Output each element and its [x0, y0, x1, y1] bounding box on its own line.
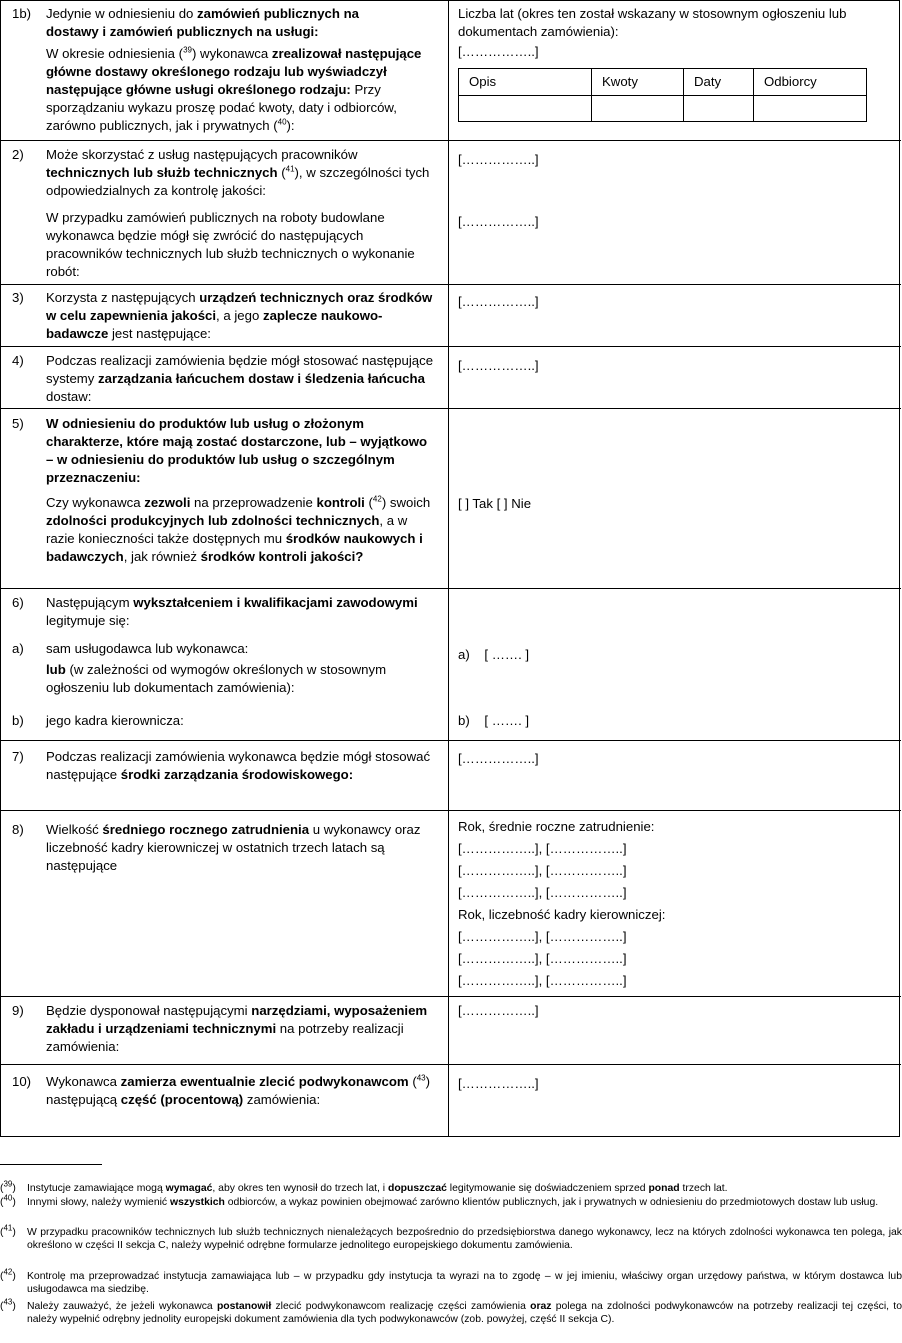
row-1b-table [458, 68, 867, 122]
row-number: 6) [12, 595, 24, 610]
row-divider [1, 996, 901, 997]
row-5-value[interactable]: [ ] Tak [ ] Nie [458, 496, 532, 511]
row-6-sub-a: sam usługodawca lub wykonawca: lub (w zależności od wymogów określonych w stosownym ogłoszeniu lub dokumentach zamówienia): [46, 641, 387, 695]
col-header-kwoty: Kwoty [591, 69, 683, 95]
row-2-value-b[interactable]: [……………..] [458, 214, 539, 229]
row-divider [1, 1064, 901, 1065]
row-2-question: Może skorzystać z usług następujących pracowników technicznych lub służb technicznych ($^{41}$), w szczególności tych odpowiedzialnych za kontrolę jakości: [46, 147, 430, 198]
row-7-value[interactable]: [……………..] [458, 751, 539, 766]
row-10-question: Wykonawca zamierza ewentualnie zlecić podwykonawcom ($^{43}$) następującą część (procentową) zamówienia: [46, 1073, 431, 1107]
table-cell[interactable] [459, 95, 591, 121]
row-divider [1, 740, 901, 741]
footnote-mark: 42 [3, 1267, 13, 1277]
footnote-mark: 40 [3, 1193, 13, 1203]
row-6-sub-a-label: a) [12, 641, 24, 656]
row-number: 5) [12, 416, 24, 431]
row-2-question-b: W przypadku zamówień publicznych na roboty budowlane wykonawca będzie mógł się zwrócić do następujących pracowników technicznych lub służb technicznych o wykonanie robót: [46, 210, 415, 279]
row-divider [1, 408, 901, 409]
row-8-value[interactable]: [……………..], [……………..] [458, 863, 627, 878]
row-divider [1, 140, 901, 141]
row-6-value-a[interactable]: a) [ ……. ] [458, 647, 530, 662]
row-5-question: W odniesieniu do produktów lub usług o złożonym charakterze, które mają zostać dostarczone, lub – wyjątkowo – w odniesieniu do produktów lub usług o szczególnym przeznaczeniu: Czy wykonawca zezwoli na przeprowadzenie kontroli ($^{42}$) swoich zdolności produkcyjnych lub zdolności technicznych, a w razie konieczności także dostępnych mu środków naukowych i badawczych, jak również środków kontroli jakości? [46, 416, 431, 564]
footnote-separator [0, 1164, 102, 1165]
col-header-opis: Opis [469, 74, 497, 89]
row-1b-question: Jedynie w odniesieniu do zamówień publicznych na dostawy i zamówień publicznych na usługi: W okresie odniesienia ($^{39}$) wykonawca zrealizował następujące główne dostawy określonego rodzaju lub wyświadczył następujące główne usługi określonego rodzaju: Przy sporządzaniu wykazu proszę podać kwoty, daty i odbiorców, zarówno publicznych, jak i prywatnych ($^{40}$): [46, 6, 422, 133]
row-number: 3) [12, 290, 24, 305]
table-cell[interactable] [591, 95, 683, 121]
row-divider [1, 346, 901, 347]
row-6-sub-b-text: jego kadra kierownicza: [46, 713, 184, 728]
footnote-mark: 41 [3, 1223, 13, 1233]
row-number: 8) [12, 822, 24, 837]
footnote-mark: 39 [3, 1179, 13, 1189]
row-8-value[interactable]: [……………..], [……………..] [458, 885, 627, 900]
row-8-question: Wielkość średniego rocznego zatrudnienia u wykonawcy oraz liczebność kadry kierowniczej w ostatnich trzech latach są następujące [46, 822, 421, 873]
row-divider [1, 588, 901, 589]
row-3-value[interactable]: [……………..] [458, 294, 539, 309]
col-header-odbiorcy: Odbiorcy [753, 69, 866, 95]
row-number: 1b) [12, 6, 32, 21]
row-7-question: Podczas realizacji zamówienia wykonawca będzie mógł stosować następujące środki zarządzania środowiskowego: [46, 749, 431, 782]
col-header-daty: Daty [683, 69, 753, 95]
row-6-sub-b-label: b) [12, 713, 24, 728]
table-cell[interactable] [683, 95, 753, 121]
row-9-value[interactable]: [……………..] [458, 1003, 539, 1018]
row-number: 10) [12, 1074, 32, 1089]
row-6-value-b[interactable]: b) [ ……. ] [458, 713, 530, 728]
row-divider [1, 810, 901, 811]
row-4-question: Podczas realizacji zamówienia będzie mógł stosować następujące systemy zarządzania łańcuchem dostaw i śledzenia łańcucha dostaw: [46, 353, 434, 404]
row-number: 9) [12, 1003, 24, 1018]
column-divider [448, 1, 449, 1137]
row-8-value[interactable]: [……………..], [……………..] [458, 951, 627, 966]
row-8-label-employment: Rok, średnie roczne zatrudnienie: [458, 819, 655, 834]
row-8-value[interactable]: [……………..], [……………..] [458, 841, 627, 856]
row-4-value[interactable]: [……………..] [458, 358, 539, 373]
row-6-question: Następującym wykształceniem i kwalifikacjami zawodowymi legitymuje się: [46, 595, 418, 628]
row-number: 2) [12, 147, 24, 162]
row-divider [1, 284, 901, 285]
row-8-value[interactable]: [……………..], [……………..] [458, 929, 627, 944]
row-8-label-management: Rok, liczebność kadry kierowniczej: [458, 907, 666, 922]
row-10-value[interactable]: [……………..] [458, 1076, 539, 1091]
row-number: 7) [12, 749, 24, 764]
row-9-question: Będzie dysponował następującymi narzędziami, wyposażeniem zakładu i urządzeniami technicznymi na potrzeby realizacji zamówienia: [46, 1003, 428, 1054]
row-1b-years-value[interactable]: [……………..] [458, 44, 539, 59]
footnote-mark: 43 [3, 1297, 13, 1307]
row-1b-title: dostawy i zamówień publicznych na usługi: [46, 24, 319, 39]
row-8-value[interactable]: [……………..], [……………..] [458, 973, 627, 988]
row-6-sub-a-text: sam usługodawca lub wykonawca: [46, 641, 249, 656]
table-cell[interactable] [753, 95, 866, 121]
row-2-value-a[interactable]: [……………..] [458, 152, 539, 167]
row-number: 4) [12, 353, 24, 368]
row-1b-years-label: Liczba lat (okres ten został wskazany w stosownym ogłoszeniu lub dokumentach zamówienia): [458, 6, 847, 39]
row-3-question: Korzysta z następujących urządzeń technicznych oraz środków w celu zapewnienia jakości, a jego zaplecze naukowo-badawcze jest następujące: [46, 290, 433, 341]
